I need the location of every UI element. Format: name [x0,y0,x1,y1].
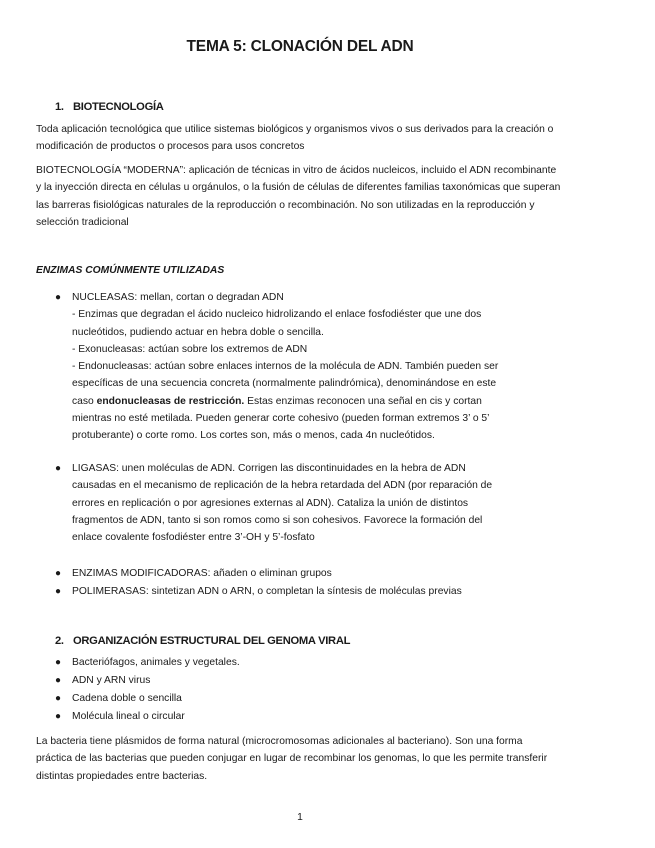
text-line: - Enzimas que degradan el ácido nucleico hidrolizando el enlace fosfodiéster que une dos [72,309,482,321]
list-item-nucleasas [55,289,565,445]
text-line: protuberante) o corte romo. Los cortes son, más o menos, cada 4n nucleótidos. [72,430,435,442]
text-fragment: Estas enzimas reconocen una señal en cis y cortan [244,395,482,407]
list-item [55,708,565,725]
bullet-icon: ● [55,693,62,704]
list-item [55,654,565,671]
text-fragment: caso [72,395,97,407]
bullet-icon: ● [55,657,62,668]
text-line: enlace covalente fosfodiéster entre 3’-OH y 5’-fosfato [72,532,315,544]
text-line: ENZIMAS MODIFICADORAS: añaden o eliminan grupos [72,568,332,579]
bold-term: endonucleasas de restricción. [96,395,245,407]
text-line: mientras no esté metilada. Pueden generar corte cohesivo (pueden forman extremos 3’ o 5’ [72,413,490,425]
text-line: - Endonucleasas: actúan sobre enlaces internos de la molécula de ADN. También pueden ser [72,361,499,373]
text-line: fragmentos de ADN, tanto si son romos como si son cohesivos. Favorece la formación del [72,514,483,526]
paragraph-definition: Toda aplicación tecnológica que utilice sistemas biológicos y organismos vivos o sus derivados para la creación o modificación de productos o procesos para usos concretos [36,124,554,153]
section-heading-biotecnologia [55,101,164,113]
text-line: LIGASAS: unen moléculas de ADN. Corrigen las discontinuidades en la hebra de ADN [72,463,466,474]
subheading-enzimas: ENZIMAS COMÚNMENTE UTILIZADAS [36,265,225,276]
text-line: Bacteriófagos, animales y vegetales. [72,657,240,668]
bullet-icon: ● [55,463,62,474]
list-item-polimerasas [55,583,565,600]
bullet-icon: ● [55,586,62,597]
text-line: nucleótidos, pudiendo actuar en hebra doble o sencilla. [72,326,324,338]
section-title: ORGANIZACIÓN ESTRUCTURAL DEL GENOMA VIRAL [73,635,351,647]
page-number: 1 [297,812,303,823]
section-title: BIOTECNOLOGÍA [73,101,164,113]
list-item [55,672,565,689]
text-line: NUCLEASAS: mellan, cortan o degradan ADN [72,292,284,303]
list-item [55,690,565,707]
text-line: - Exonucleasas: actúan sobre los extremos de ADN [72,343,308,355]
bullet-icon: ● [55,292,62,303]
bullet-icon: ● [55,675,62,686]
text-line: específicas de una secuencia concreta (normalmente palindrómica), denominándose en este [72,378,497,390]
list-item-ligasas [55,460,565,546]
text-line: Cadena doble o sencilla [72,693,182,704]
paragraph-plasmidos: La bacteria tiene plásmidos de forma natural (microcromosomas adicionales al bacteriano). Son una forma práctica de las bacterias que pueden conjugar en lugar de recombinar los genomas, lo que les permite transferir distintas propiedades entre bacterias. [36,736,548,782]
bullet-icon: ● [55,711,62,722]
paragraph-modern-biotech: BIOTECNOLOGÍA “MODERNA”: aplicación de técnicas in vitro de ácidos nucleicos, incluido el ADN recombinante y la inyección directa en células u orgánulos, o la fusión de células de diferentes familias taxonómicas que superan las barreras fisiológicas naturales de la reproducción o recombinación. No son utilizadas en la reproducción y selección tradicional [36,165,561,228]
section-number: 2. [55,635,64,647]
text-line: errores en replicación o por agresiones externas al ADN). Cataliza la unión de distintos [72,497,469,509]
bullet-icon: ● [55,568,62,579]
text-line [72,393,565,410]
text-line: POLIMERASAS: sintetizan ADN o ARN, o completan la síntesis de moléculas previas [72,586,462,597]
list-item-modificadoras [55,565,565,582]
text-line: ADN y ARN virus [72,675,151,686]
page-title: TEMA 5: CLONACIÓN DEL ADN [186,38,414,55]
text-line: causadas en el mecanismo de replicación de la hebra retardada del ADN (por reparación de [72,480,493,492]
section-heading-genoma-viral [55,635,350,647]
text-line: Molécula lineal o circular [72,711,185,722]
section-number: 1. [55,101,64,113]
